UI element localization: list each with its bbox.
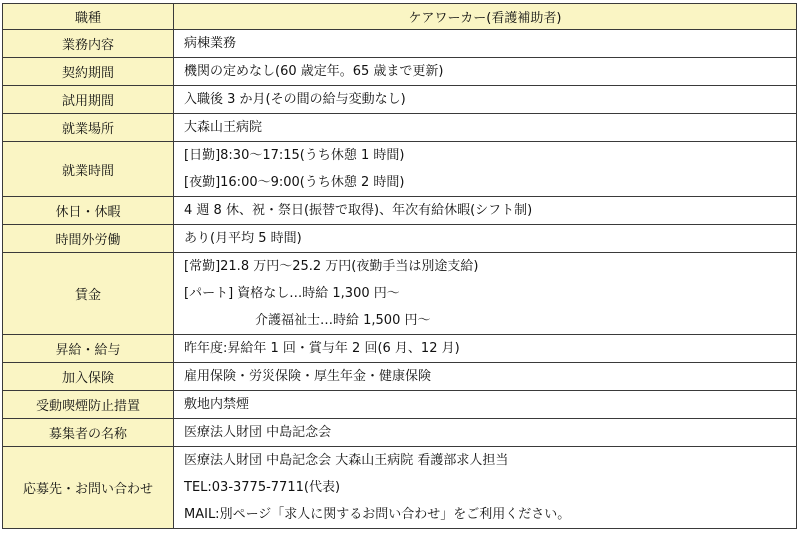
table-row: [3, 447, 797, 529]
row-label: 業務内容: [3, 30, 174, 58]
row-value: [174, 447, 797, 529]
table-header-row: [3, 4, 797, 30]
row-value-line: 敷地内禁煙: [184, 397, 250, 412]
row-label: 契約期間: [3, 58, 174, 86]
row-value: [174, 114, 797, 142]
row-value: [174, 142, 797, 197]
row-label: 休日・休暇: [3, 197, 174, 225]
row-value: [174, 391, 797, 419]
table-row: [3, 225, 797, 253]
row-value-line: 介護福祉士…時給 1,500 円～: [255, 313, 431, 328]
row-label: 募集者の名称: [3, 419, 174, 447]
row-value-line: [日勤]8:30～17:15(うち休憩 1 時間): [184, 148, 405, 163]
header-value: ケアワーカー(看護補助者): [174, 4, 797, 30]
row-value-line: [夜勤]16:00～9:00(うち休憩 2 時間): [184, 175, 405, 190]
row-value-line: 医療法人財団 中島記念会 大森山王病院 看護部求人担当: [184, 453, 509, 468]
row-value-line: 機関の定めなし(60 歳定年。65 歳まで更新): [184, 64, 444, 79]
row-label: 昇給・給与: [3, 335, 174, 363]
row-value-line: 大森山王病院: [184, 120, 263, 135]
row-value: [174, 335, 797, 363]
job-info-table: [2, 3, 797, 529]
row-value-line: 昨年度:昇給年 1 回・賞与年 2 回(6 月、12 月): [184, 341, 460, 356]
row-label: 就業時間: [3, 142, 174, 197]
row-value-line: 雇用保険・労災保険・厚生年金・健康保険: [184, 369, 432, 384]
table-row: [3, 114, 797, 142]
row-label: 就業場所: [3, 114, 174, 142]
row-label: 応募先・お問い合わせ: [3, 447, 174, 529]
table-row: [3, 335, 797, 363]
row-value: [174, 253, 797, 335]
row-value: [174, 197, 797, 225]
row-value-line: あり(月平均 5 時間): [184, 231, 302, 246]
row-value: [174, 419, 797, 447]
row-value-line: [パート] 資格なし…時給 1,300 円～: [184, 286, 400, 301]
row-value-line: MAIL:別ページ「求人に関するお問い合わせ」をご利用ください。: [184, 507, 571, 522]
table-row: [3, 58, 797, 86]
table-row: [3, 391, 797, 419]
table-row: [3, 142, 797, 197]
row-value-line: TEL:03-3775-7711(代表): [184, 480, 341, 495]
row-value-line: [常勤]21.8 万円～25.2 万円(夜勤手当は別途支給): [184, 259, 479, 274]
table-row: [3, 253, 797, 335]
table-row: [3, 86, 797, 114]
table-row: [3, 419, 797, 447]
row-value: [174, 58, 797, 86]
table-row: [3, 197, 797, 225]
row-value: [174, 30, 797, 58]
row-value-line: 入職後 3 か月(その間の給与変動なし): [184, 92, 406, 107]
row-label: 受動喫煙防止措置: [3, 391, 174, 419]
table-row: [3, 363, 797, 391]
row-label: 時間外労働: [3, 225, 174, 253]
row-label: 試用期間: [3, 86, 174, 114]
header-label: 職種: [3, 4, 174, 30]
row-value: [174, 225, 797, 253]
row-value-line: 医療法人財団 中島記念会: [184, 425, 332, 440]
row-value-line: 病棟業務: [184, 36, 237, 51]
row-value: [174, 86, 797, 114]
table-row: [3, 30, 797, 58]
row-value-line: 4 週 8 休、祝・祭日(振替で取得)、年次有給休暇(シフト制): [184, 203, 533, 218]
row-value: [174, 363, 797, 391]
row-label: 加入保険: [3, 363, 174, 391]
row-label: 賃金: [3, 253, 174, 335]
